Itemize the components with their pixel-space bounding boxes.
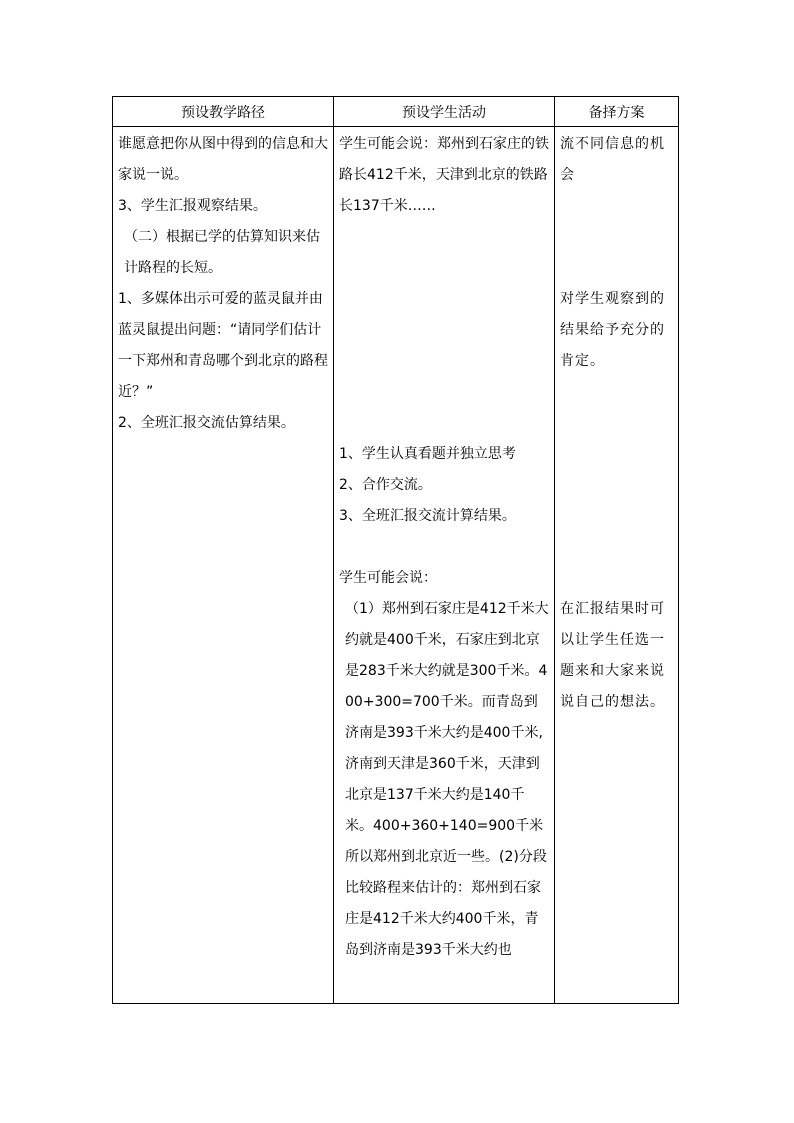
table-row xyxy=(113,127,679,1004)
spacer xyxy=(560,377,673,594)
header-alternative-plan: 备择方案 xyxy=(555,97,679,127)
teaching-path-para: 谁愿意把你从图中得到的信息和大家说一说。 xyxy=(118,136,328,183)
teaching-path-para: 1、多媒体出示可爱的蓝灵鼠并由蓝灵鼠提出问题：“请同学们估计一下郑州和青岛哪个到北京的路程近？” xyxy=(118,291,328,400)
header-teaching-path: 预设教学路径 xyxy=(113,97,334,127)
student-activity-step: 1、学生认真看题并独立思考 xyxy=(339,446,516,462)
student-activity-intro: 学生可能会说： xyxy=(339,570,437,586)
student-activity-step: 2、合作交流。 xyxy=(339,477,432,493)
teaching-path-para: （二）根据已学的估算知识来估计路程的长短。 xyxy=(124,229,320,276)
student-activity-top: 学生可能会说：郑州到石家庄的铁路长412千米，天津到北京的铁路长137千米…… xyxy=(339,136,549,214)
spacer xyxy=(339,532,549,563)
student-activity-cell xyxy=(334,127,555,1004)
spacer xyxy=(560,191,673,284)
alternative-plan-para: 在汇报结果时可以让学生任选一题来和大家来说说自己的想法。 xyxy=(560,601,665,710)
teaching-path-cell xyxy=(113,127,334,1004)
header-student-activity: 预设学生活动 xyxy=(334,97,555,127)
alternative-plan-para: 流不同信息的机会 xyxy=(560,136,665,183)
alternative-plan-para: 对学生观察到的结果给予充分的肯定。 xyxy=(560,291,665,369)
spacer xyxy=(339,222,549,439)
table-header-row xyxy=(113,97,679,127)
teaching-path-para: 3、学生汇报观察结果。 xyxy=(118,198,267,214)
student-activity-answer: （1）郑州到石家庄是412千米大约就是400千米，石家庄到北京是283千米大约就是300千米。400+300=700千米。而青岛到济南是393千米大约是400千米,济南到天津是360千米，天津到北京是137千米大约是140千米。400+360+140=900千米所以郑州到北京近一些。(2)分段比较路程来估计的：郑州到石家庄是412千米大约400千米，青岛到济南是393千米大约也 xyxy=(345,601,549,958)
student-activity-step: 3、全班汇报交流计算结果。 xyxy=(339,508,516,524)
lesson-plan-table xyxy=(112,96,679,1004)
alternative-plan-cell xyxy=(555,127,679,1004)
teaching-path-para: 2、全班汇报交流估算结果。 xyxy=(118,415,295,431)
